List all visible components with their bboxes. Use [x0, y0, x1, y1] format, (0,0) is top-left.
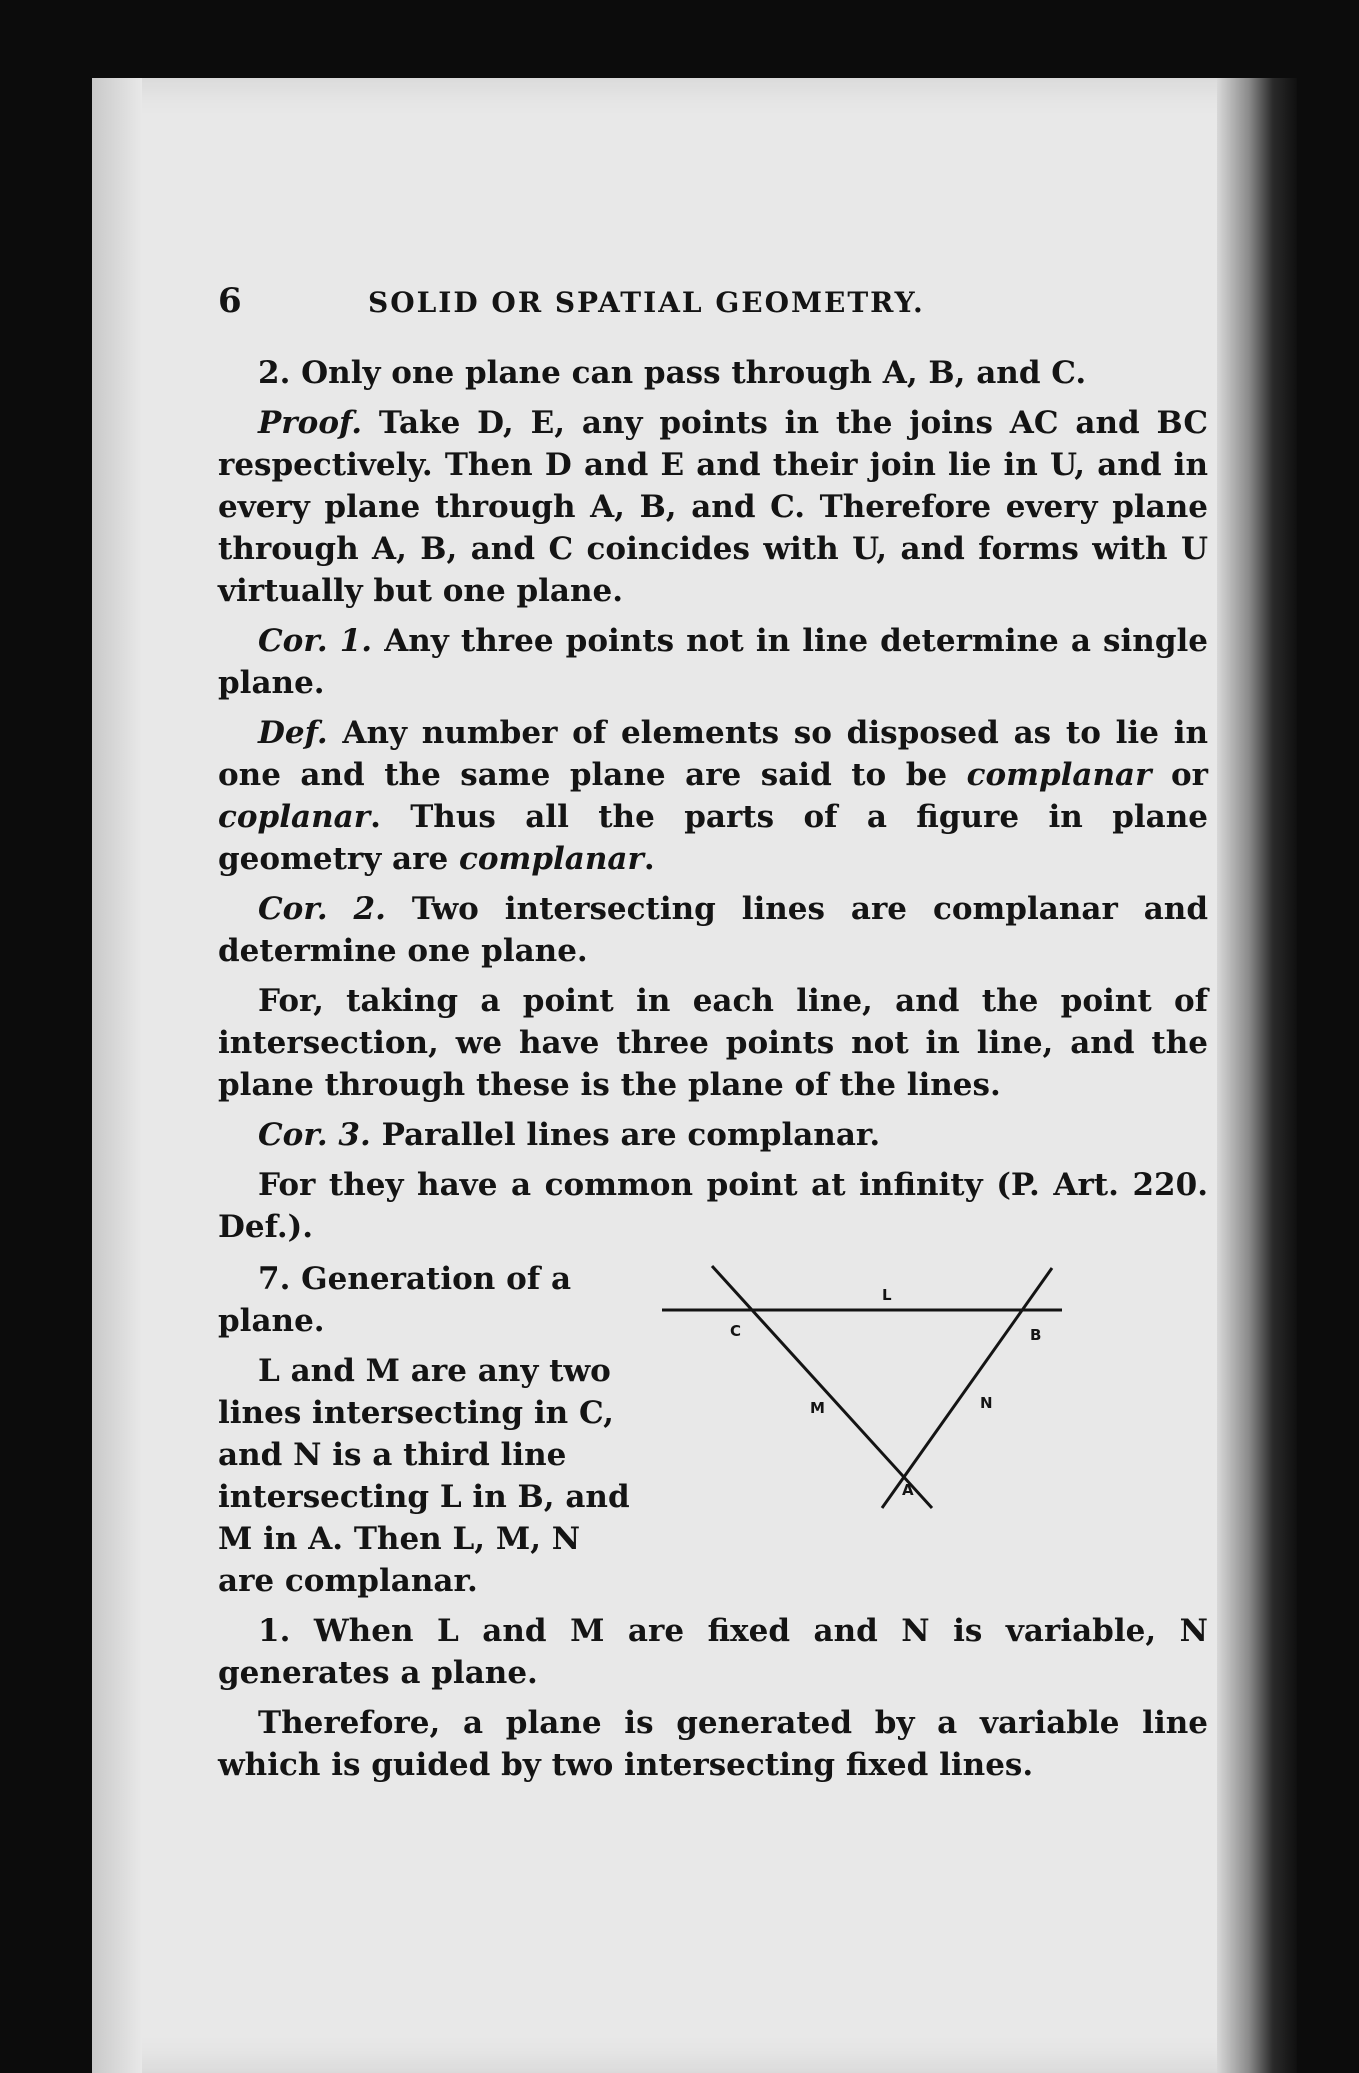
paragraph-cor-1 [218, 620, 1208, 704]
section-heading-generation: 7. Generation of a plane. [218, 1261, 572, 1339]
def-text-c: . Thus all the parts of a figure in plane geometry are [218, 799, 1208, 877]
running-head-title: SOLID OR SPATIAL GEOMETRY. [368, 286, 925, 319]
cor-3-label: Cor. 3. [258, 1117, 371, 1153]
plane-generation-diagram [652, 1258, 1072, 1518]
paragraph-cor-2 [218, 888, 1208, 972]
generation-text [218, 1258, 638, 1610]
proof-text: Take D, E, any points in the joins AC and BC respectively. Then D and E and their join lie in U, and in every plane through A, B, and C. Therefore every plane through A, B, and C coincides with U, and forms with U virtually but one plane. [218, 405, 1209, 609]
cor-1-text: Any three points not in line determine a single plane. [218, 623, 1208, 701]
def-text-d: . [643, 841, 655, 877]
paragraph-definition [218, 712, 1208, 880]
label-C: C [730, 1322, 742, 1340]
paragraph-cor-2-proof: For, taking a point in each line, and the point of intersection, we have three points not in line, and the plane through these is the plane of the lines. [218, 983, 1208, 1103]
def-term-complanar: complanar [966, 757, 1152, 793]
paragraph-only-one-plane: 2. Only one plane can pass through A, B, and C. [258, 355, 1087, 391]
def-text-a: Any number of elements so disposed as to lie in one and the same plane are said to be [218, 715, 1209, 793]
paragraph-generation: L and M are any two lines intersecting in C, and N is a third line intersecting L in B, and M in A. Then L, M, N are complanar. [218, 1353, 630, 1599]
cor-1-label: Cor. 1. [258, 623, 373, 659]
label-M: M [810, 1399, 825, 1417]
line-N [882, 1268, 1052, 1508]
label-N: N [980, 1394, 993, 1412]
cor-2-label: Cor. 2. [258, 891, 386, 927]
label-L: L [882, 1286, 892, 1304]
cor-3-text: Parallel lines are complanar. [381, 1117, 881, 1153]
page-left-edge [92, 78, 142, 2073]
paragraph-cor-3 [218, 1114, 1208, 1156]
paragraph-proof [218, 402, 1208, 612]
paragraph-n-generates-plane: 1. When L and M are fixed and N is variable, N generates a plane. [218, 1613, 1208, 1691]
paragraph-cor-3-proof: For they have a common point at infinity (P. Art. 220. Def.). [218, 1167, 1208, 1245]
line-M [712, 1266, 932, 1508]
label-B: B [1030, 1326, 1042, 1344]
def-label: Def. [258, 715, 328, 751]
paragraph-therefore: Therefore, a plane is generated by a variable line which is guided by two intersecting fixed lines. [218, 1705, 1208, 1783]
proof-label: Proof. [258, 405, 363, 441]
cor-2-text: Two intersecting lines are complanar and determine one plane. [218, 891, 1208, 969]
label-A: A [902, 1481, 914, 1499]
def-term-coplanar: coplanar [218, 799, 371, 835]
running-head [218, 280, 1208, 330]
page-content [218, 280, 1208, 1794]
page-number: 6 [218, 281, 242, 321]
def-term-complanar-2: complanar [459, 841, 644, 877]
def-text-b: or [1151, 757, 1208, 793]
generation-section [218, 1258, 1208, 1610]
book-spine [1217, 78, 1297, 2073]
